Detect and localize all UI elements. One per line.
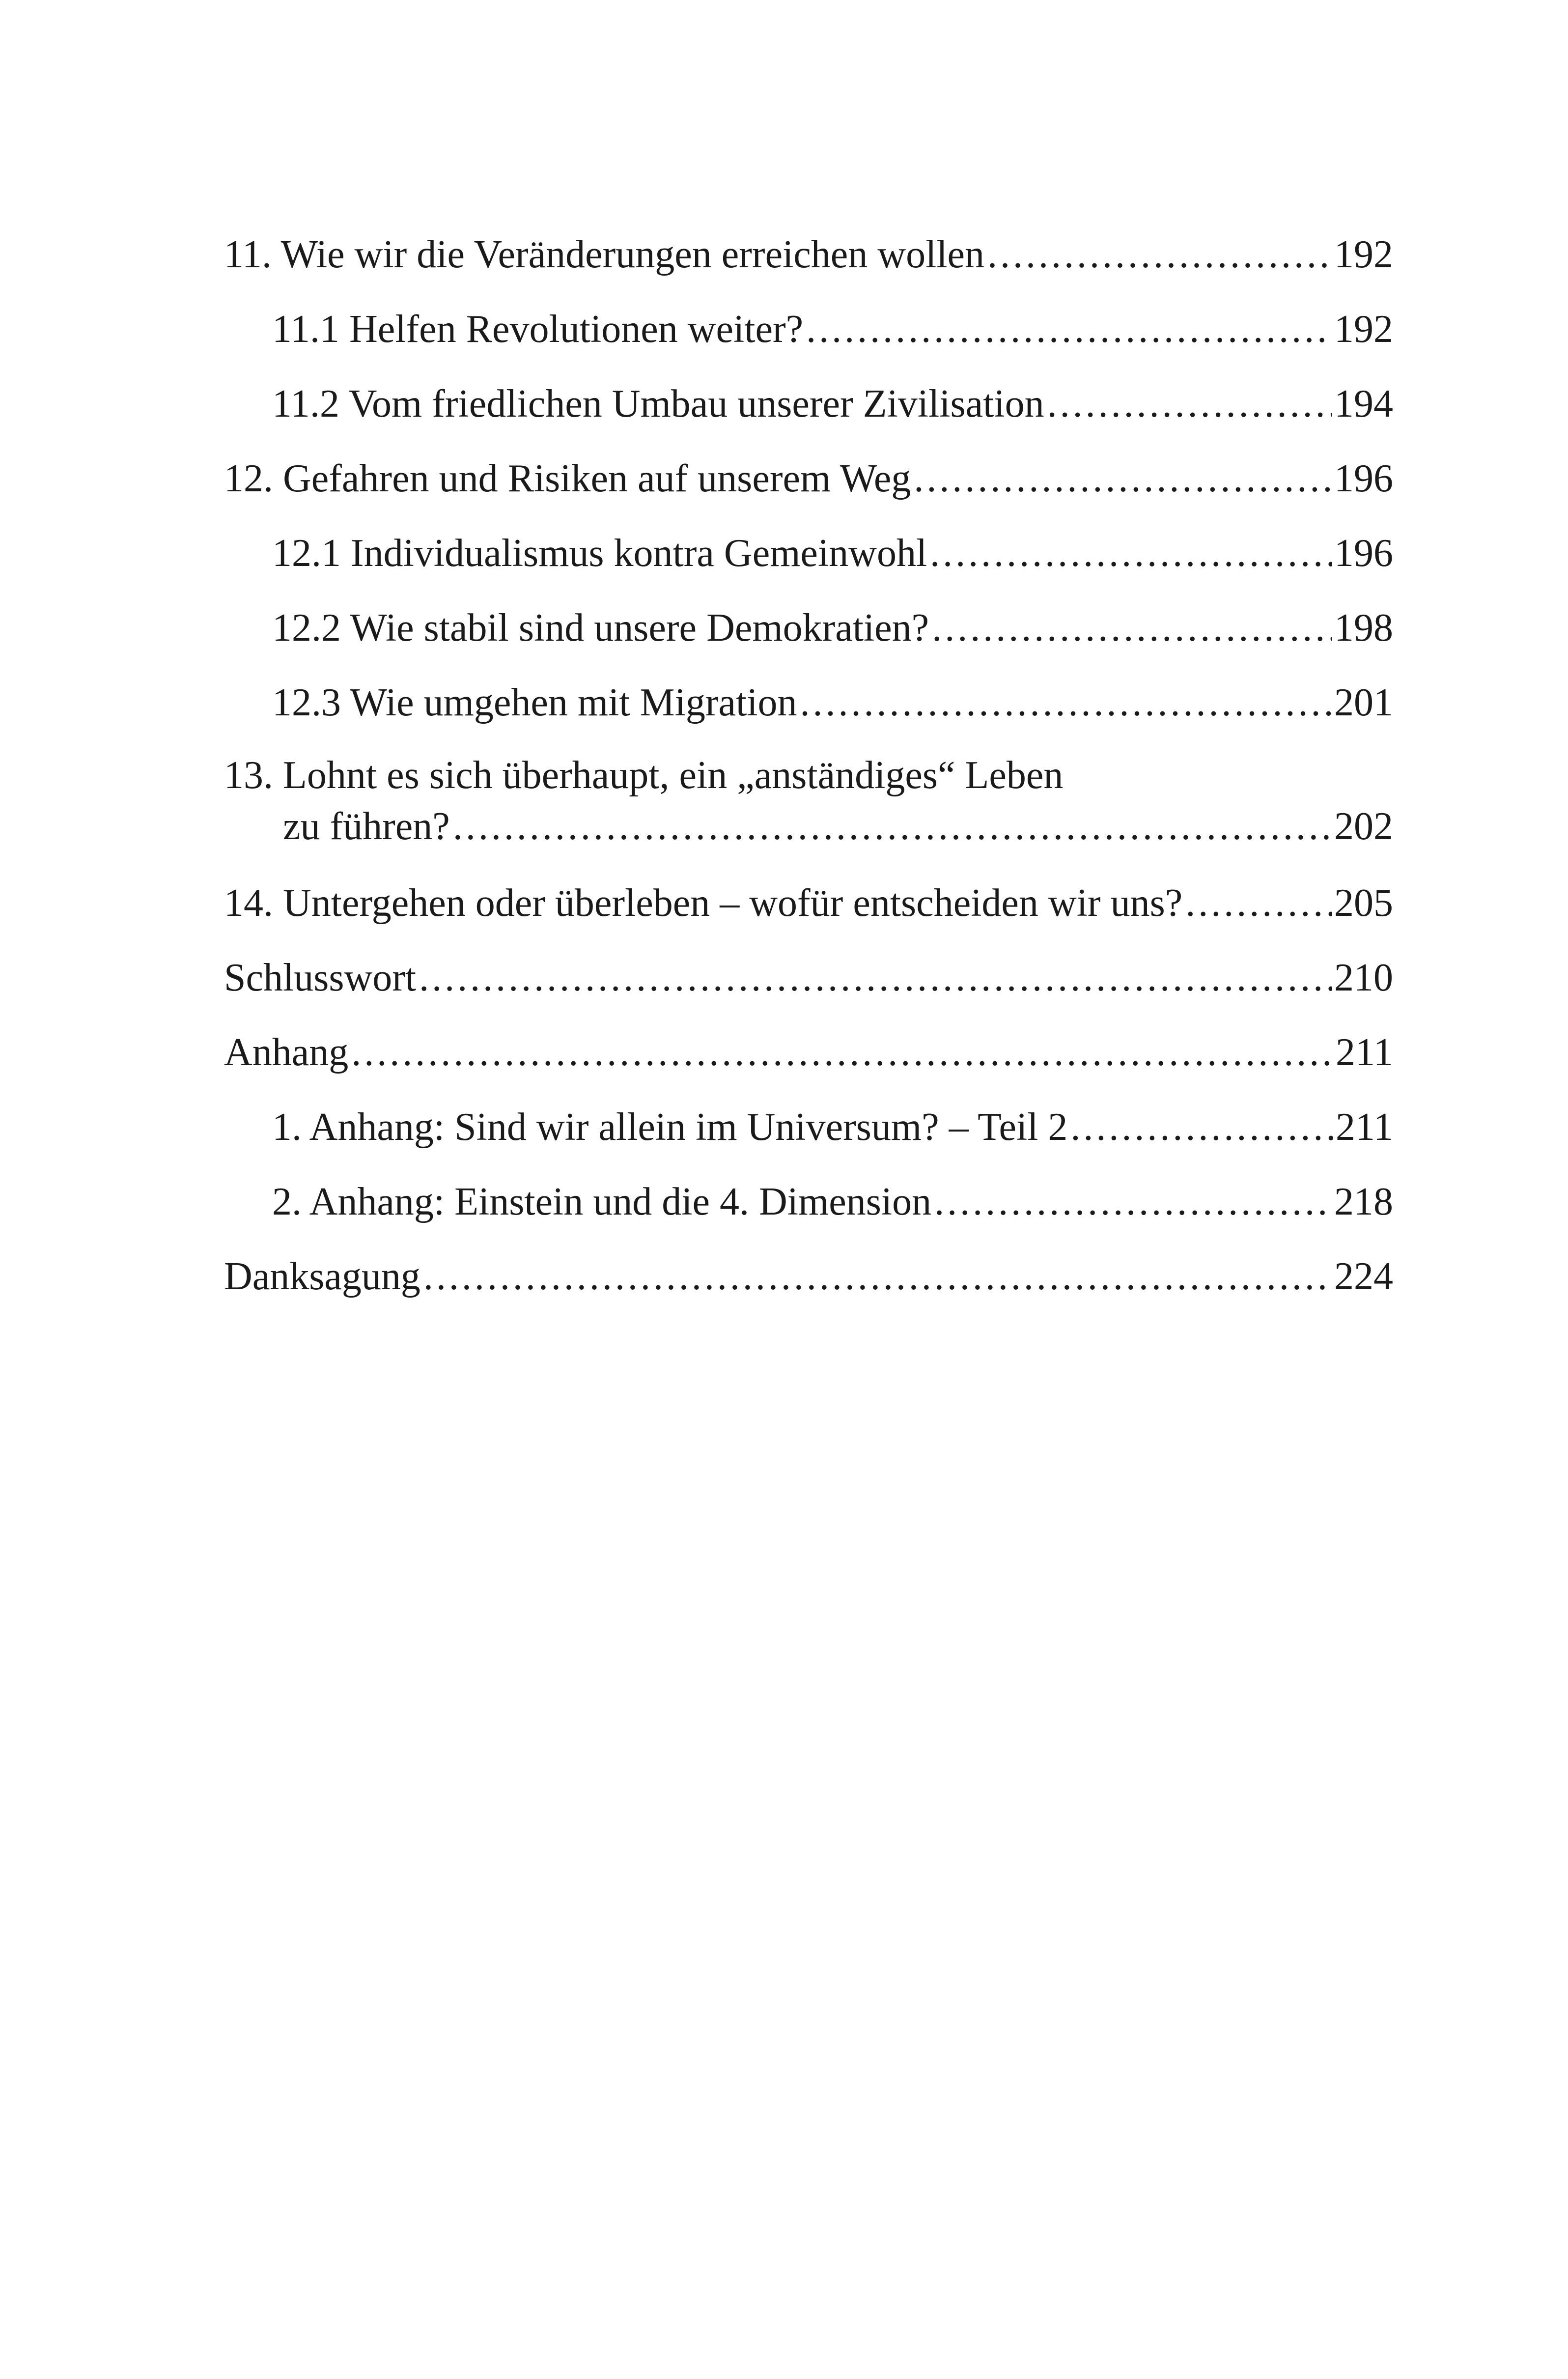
toc-entry-title: 14. Untergehen oder überleben – wofür entscheiden wir uns? [224, 881, 1183, 925]
dot-leader [419, 940, 1332, 1015]
toc-entry-title: Schlusswort [224, 956, 417, 999]
toc-entry-section-12-1 [224, 516, 1393, 591]
toc-entry-page: 202 [1334, 805, 1393, 848]
toc-entry-page: 205 [1334, 881, 1393, 925]
toc-entry-page: 201 [1334, 681, 1393, 724]
toc-entry-section-11-1 [224, 292, 1393, 367]
dot-leader [1070, 1090, 1334, 1164]
toc-entry-schlusswort [224, 940, 1393, 1015]
toc-entry-chapter-12 [224, 441, 1393, 516]
toc-entry-chapter-13 [224, 740, 1393, 866]
dot-leader [934, 1164, 1332, 1239]
dot-leader [453, 801, 1332, 852]
toc-entry-title: 12.1 Individualismus kontra Gemeinwohl [272, 532, 927, 575]
dot-leader [930, 516, 1332, 591]
dot-leader [914, 441, 1332, 516]
toc-entry-section-12-2 [224, 591, 1393, 665]
toc-entry-anhang [224, 1015, 1393, 1090]
toc-entry-page: 210 [1334, 956, 1393, 999]
toc-entry-section-12-3 [224, 665, 1393, 740]
dot-leader [987, 217, 1332, 292]
toc-entry-anhang-2 [224, 1164, 1393, 1239]
toc-entry-title-line2: zu führen? [283, 805, 450, 848]
toc-entry-page: 224 [1334, 1255, 1393, 1298]
toc-entry-page: 211 [1335, 1105, 1393, 1149]
toc-entry-danksagung [224, 1239, 1393, 1314]
toc-entry-title: 12.3 Wie umgehen mit Migration [272, 681, 797, 724]
toc-entry-title: 11.1 Helfen Revolutionen weiter? [272, 308, 804, 351]
toc-entry-title: 11.2 Vom friedlichen Umbau unserer Zivilisation [272, 382, 1044, 425]
toc-entry-title: 2. Anhang: Einstein und die 4. Dimension [272, 1180, 932, 1223]
toc-entry-page: 194 [1334, 382, 1393, 425]
toc-entry-page: 218 [1334, 1180, 1393, 1223]
toc-entry-anhang-1 [224, 1090, 1393, 1164]
table-of-contents [224, 217, 1393, 1314]
toc-entry-title: 11. Wie wir die Veränderungen erreichen wollen [224, 233, 985, 276]
toc-entry-page: 211 [1335, 1031, 1393, 1074]
toc-entry-title-line1: 13. Lohnt es sich überhaupt, ein „anständiges“ Leben [224, 754, 1064, 797]
toc-entry-title: 1. Anhang: Sind wir allein im Universum? – Teil 2 [272, 1105, 1068, 1149]
dot-leader [1047, 367, 1332, 441]
toc-entry-chapter-14 [224, 866, 1393, 940]
dot-leader [806, 292, 1332, 367]
toc-entry-page: 198 [1334, 606, 1393, 650]
toc-entry-title: Danksagung [224, 1255, 420, 1298]
toc-entry-title: 12.2 Wie stabil sind unsere Demokratien? [272, 606, 929, 650]
toc-entry-page: 196 [1334, 457, 1393, 500]
toc-entry-title: Anhang [224, 1031, 349, 1074]
toc-entry-page: 192 [1334, 233, 1393, 276]
toc-entry-page: 192 [1334, 308, 1393, 351]
dot-leader [351, 1015, 1334, 1090]
dot-leader [932, 591, 1332, 665]
dot-leader [423, 1239, 1332, 1314]
toc-entry-page: 196 [1334, 532, 1393, 575]
dot-leader [800, 665, 1332, 740]
dot-leader [1185, 866, 1332, 940]
toc-entry-title: 12. Gefahren und Risiken auf unserem Weg [224, 457, 911, 500]
toc-entry-section-11-2 [224, 367, 1393, 441]
toc-entry-title-line2-row [224, 801, 1393, 852]
toc-entry-chapter-11 [224, 217, 1393, 292]
